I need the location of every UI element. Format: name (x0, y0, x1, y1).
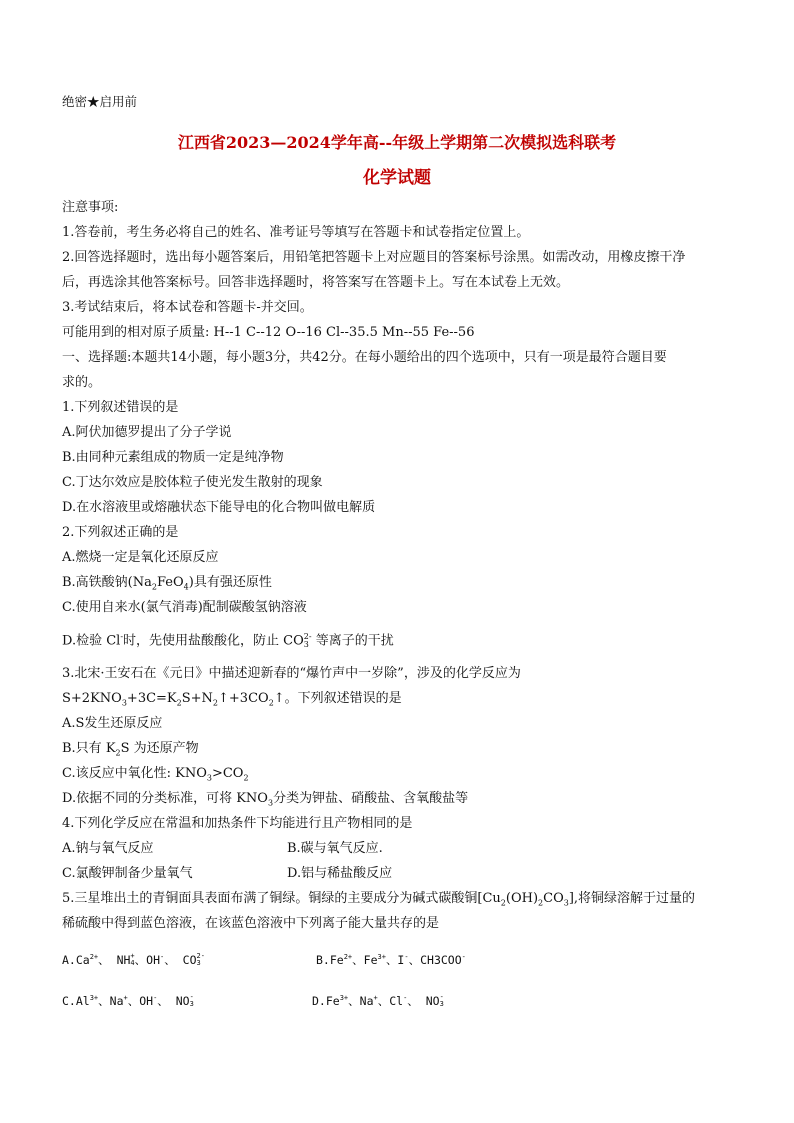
q1-option-d: D.在水溶液里或熔融状态下能导电的化合物叫做电解质 (62, 500, 376, 515)
q3-equation: $S+2KNO_3+3C=K_2S+N_2↑+3CO_2↑$。下列叙述错误的是 (62, 691, 402, 708)
q3-option-d: D.依据不同的分类标准，可将 $KNO_3$分类为钾盐、硝酸盐、含氧酸盐等 (62, 791, 469, 808)
q1-option-b: B.由同种元素组成的物质一定是纯净物 (62, 450, 284, 465)
question-5-stem-cont: 稀硫酸中得到蓝色溶液，在该蓝色溶液中下列离子能大量共存的是 (62, 916, 440, 931)
note-item: 3.考试结束后，将本试卷和答题卡-并交回。 (62, 300, 313, 315)
q1-option-a: A.阿伏加德罗提出了分子学说 (62, 425, 232, 440)
section-intro: 一、选择题:本题共14小题，每小题3分，共42分。在每小题给出的四个选项中，只有一项是最符合题目要 (62, 350, 667, 365)
atomic-masses: 可能用到的相对原子质量: H--1 C--12 O--16 Cl--35.5 Mn--55 Fe--56 (62, 325, 475, 340)
q3-option-b: B.只有 $K_2S$ 为还原产物 (62, 741, 199, 758)
q5-option-a: $A.Ca^{2+}$、 NH + 4 、OH-、 CO 2- 3 (62, 952, 205, 968)
q2-option-a: A.燃烧一定是氧化还原反应 (62, 550, 219, 565)
note-item: 后，再选涂其他答案标号。回答非选择题时，将答案写在答题卡上。写在本试卷上无效。 (62, 275, 570, 290)
q2-option-b: B.高铁酸钠$(Na_2FeO_4)$具有强还原性 (62, 575, 272, 592)
q2-option-d: D.检验 Cl-时，先使用盐酸酸化，防止 CO 2- 3 等离子的干扰 (62, 631, 394, 649)
question-4-stem: 4.下列化学反应在常温和加热条件下均能进行且产物相同的是 (62, 816, 413, 831)
confidential-label: 绝密★启用前 (62, 94, 138, 109)
question-1-stem: 1.下列叙述错误的是 (62, 400, 179, 415)
q3-option-a: A.S发生还原反应 (62, 716, 163, 731)
q2-option-c: C.使用自来水(氯气消毒)配制碳酸氢钠溶液 (62, 600, 307, 615)
section-intro-cont: 求的。 (62, 375, 102, 390)
question-5-stem: 5.三星堆出土的青铜面具表面布满了铜绿。铜绿的主要成分为碱式碳酸铜$[Cu_2(OH)_2CO_3]$,将铜绿溶解于过量的 (62, 891, 696, 908)
q5-option-d: $D.Fe^{3+}$、Na+、Cl-、 NO - 3 (312, 993, 444, 1009)
q3-option-c: C.该反应中氧化性: $KNO_3>CO_2$ (62, 766, 249, 783)
q4-option-c: C.氯酸钾制备少量氧气 (62, 866, 193, 881)
q1-option-c: C.丁达尔效应是胶体粒子使光发生散射的现象 (62, 475, 323, 490)
note-item: 2.回答选择题时，选出每小题答案后，用铅笔把答题卡上对应题目的答案标号涂黑。如需改动，用橡皮擦干净 (62, 250, 686, 265)
subject-title: 化学试题 (363, 168, 431, 188)
note-item: 1.答卷前，考生务必将自己的姓名、准考证号等填写在答题卡和试卷指定位置上。 (62, 225, 530, 240)
q5-option-b: $B.Fe^{2+}$、$Fe^{3+}$、I-、CH3COO- (316, 952, 466, 967)
q4-option-d: D.铝与稀盐酸反应 (287, 866, 393, 881)
exam-title: 江西省2023—2024学年高--年级上学期第二次模拟选科联考 (177, 133, 617, 152)
q4-option-a: A.钠与氧气反应 (62, 841, 154, 856)
question-2-stem: 2.下列叙述正确的是 (62, 525, 179, 540)
q4-option-b: B.碳与氧气反应. (287, 841, 383, 856)
q5-option-c: $C.Al^{3+}$、Na+、OH-、 NO - 3 (62, 993, 194, 1009)
notes-heading: 注意事项: (62, 200, 119, 215)
question-3-stem: 3.北宋·王安石在《元日》中描述迎新春的“爆竹声中一岁除”，涉及的化学反应为 (62, 666, 521, 681)
